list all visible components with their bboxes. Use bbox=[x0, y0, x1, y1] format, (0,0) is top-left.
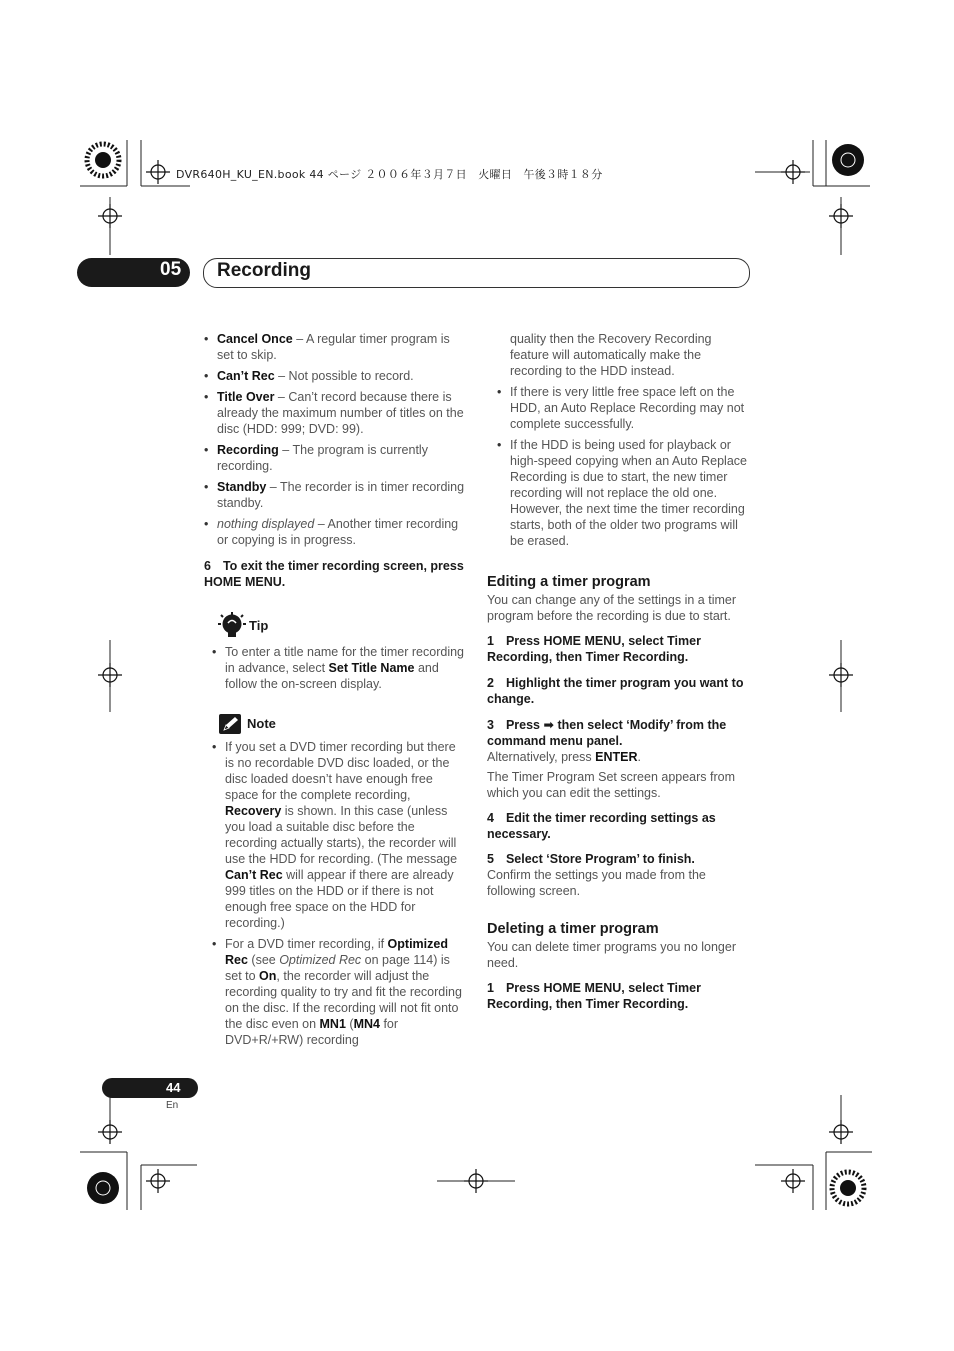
status-item-nothing bbox=[204, 516, 466, 548]
status-desc: – Can’t record because there is already the maximum number of titles on the disc (HDD: 999; DVD: 99). bbox=[217, 390, 464, 436]
edit-step-3-alt: Alternatively, press ENTER. bbox=[487, 750, 642, 764]
edit-step-3-result: The Timer Program Set screen appears from which you can edit the settings. bbox=[487, 770, 736, 800]
edit-step-4: 4 Edit the timer recording settings as necessary. bbox=[487, 811, 716, 841]
bullet: • bbox=[212, 740, 217, 754]
status-term: nothing displayed bbox=[217, 517, 315, 531]
lightbulb-icon bbox=[218, 612, 246, 640]
bullet: • bbox=[204, 390, 209, 404]
bullet: • bbox=[497, 438, 502, 452]
edit-step-1: 1 Press HOME MENU, select Timer Recording, then Timer Recording. bbox=[487, 634, 701, 664]
editing-intro: You can change any of the settings in a timer program before the recording is due to start. bbox=[487, 593, 737, 623]
status-item bbox=[204, 479, 466, 511]
tip-item: • To enter a title name for the timer recording in advance, select Set Title Name and follow the on-screen display. bbox=[212, 645, 465, 691]
step-6 bbox=[204, 558, 466, 590]
bullet: • bbox=[212, 937, 217, 951]
status-desc: – Not possible to record. bbox=[274, 369, 414, 383]
status-term: Cancel Once bbox=[217, 332, 293, 346]
tip-label: Tip bbox=[249, 618, 269, 633]
right-arrow-icon: ➡ bbox=[543, 718, 554, 732]
note-item-low-space: • If there is very little free space left on the HDD, an Auto Replace Recording may not complete successfully. bbox=[497, 385, 745, 431]
status-term: Standby bbox=[217, 480, 267, 494]
status-term: Can’t Rec bbox=[217, 369, 275, 383]
note-continued: quality then the Recovery Recording feature will automatically make the recording to the HDD instead. bbox=[510, 332, 712, 378]
step-number: 6 bbox=[204, 559, 211, 573]
status-desc: – Another timer recording or copying is in progress. bbox=[217, 517, 459, 547]
deleting-intro: You can delete timer programs you no longer need. bbox=[487, 940, 736, 970]
page-number: 44 bbox=[166, 1080, 181, 1095]
status-item bbox=[204, 368, 466, 384]
status-term: Title Over bbox=[217, 390, 275, 404]
status-term: Recording bbox=[217, 443, 279, 457]
bullet: • bbox=[204, 480, 209, 494]
bullet: • bbox=[212, 645, 217, 659]
bullet: • bbox=[497, 385, 502, 399]
status-list bbox=[204, 331, 466, 511]
status-desc: – The recorder is in timer recording standby. bbox=[217, 480, 465, 510]
pencil-note-icon bbox=[218, 713, 244, 735]
edit-step-5-result: Confirm the settings you made from the following screen. bbox=[487, 868, 706, 898]
note-label: Note bbox=[247, 716, 276, 731]
edit-step-3: 3 Press ➡ then select ‘Modify’ from the command menu panel. bbox=[487, 718, 727, 748]
status-desc: – The program is currently recording. bbox=[217, 443, 428, 473]
status-desc: – A regular timer program is set to skip. bbox=[217, 332, 450, 362]
bullet: • bbox=[204, 369, 209, 383]
delete-step-1: 1 Press HOME MENU, select Timer Recording, then Timer Recording. bbox=[487, 981, 701, 1011]
note-item-hdd-busy: • If the HDD is being used for playback or high-speed copying when an Auto Replace Recording is due to start, the new timer recording will not replace the old one. However, the next time the timer recording starts, both of the older two programs will be erased. bbox=[497, 438, 747, 548]
note-header bbox=[218, 713, 466, 735]
bullet: • bbox=[204, 443, 209, 457]
status-item bbox=[204, 389, 466, 437]
bullet: • bbox=[204, 332, 209, 346]
edit-step-5: 5 Select ‘Store Program’ to finish. bbox=[487, 852, 695, 866]
section-heading-editing: Editing a timer program bbox=[487, 574, 651, 590]
left-column bbox=[204, 331, 466, 1053]
edit-step-2: 2 Highlight the timer program you want to change. bbox=[487, 676, 744, 706]
step-text: To exit the timer recording screen, press HOME MENU. bbox=[204, 559, 464, 589]
print-line: DVR640H_KU_EN.book 44 ページ ２００６年３月７日 火曜日 午後３時１８分 bbox=[176, 168, 603, 181]
bullet: • bbox=[204, 517, 209, 531]
chapter-title: Recording bbox=[217, 260, 311, 281]
section-heading-deleting: Deleting a timer program bbox=[487, 921, 659, 937]
right-column bbox=[487, 331, 749, 1016]
status-item bbox=[204, 331, 466, 363]
tip-header bbox=[218, 612, 466, 640]
note-item-optimized: • For a DVD timer recording, if Optimized Rec (see Optimized Rec on page 114) is set to On, the recorder will adjust the recording quality to try and fit the recording on the disc. If the recording will not fit onto the disc even on MN1 (MN4 for DVD+R/+RW) recording bbox=[212, 937, 462, 1047]
page-language: En bbox=[166, 1100, 179, 1111]
status-item bbox=[204, 442, 466, 474]
note-item-recovery: • If you set a DVD timer recording but there is no recordable DVD disc loaded, or the disc loaded doesn’t have enough free space for the complete recording, Recovery is shown. In this case (unless you load a suitable disc before the recording actually starts), the recorder will use the HDD for recording. (The message Can’t Rec will appear if there are already 999 titles on the HDD or if there is not enough free space on the HDD for recording.) bbox=[212, 740, 458, 930]
page-number-badge bbox=[102, 1078, 198, 1098]
note-items bbox=[487, 384, 749, 549]
chapter-number: 05 bbox=[160, 259, 182, 280]
